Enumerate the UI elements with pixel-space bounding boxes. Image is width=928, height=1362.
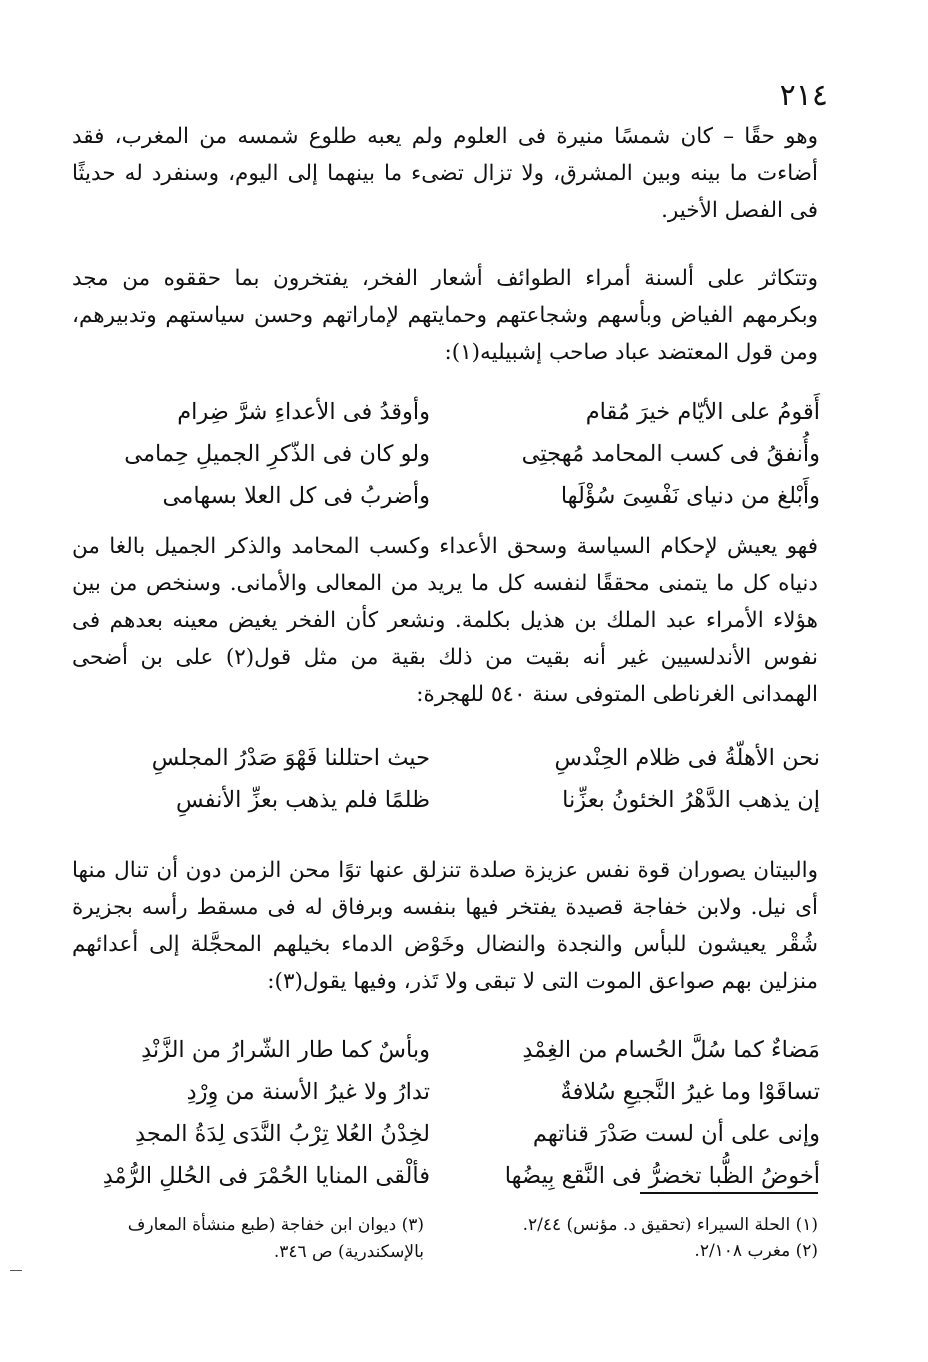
poem2-verse1-second-hemistich: حيث احتللنا فَهْوَ صَدْرُ المجلسِ <box>151 745 430 771</box>
footnote-separator <box>640 1192 818 1194</box>
poem1-verse3-second-hemistich: وأضربُ فى كل العلا بسهامى <box>162 483 430 509</box>
poem2-verse2-first-hemistich: إن يذهب الدَّهْرُ الخئونُ بعزِّنا <box>562 787 820 813</box>
paragraph-3: فهو يعيش لإحكام السياسة وسحق الأعداء وكسب المحامد والذكر الجميل بالغا من دنياه كل ما يتمنى محققًا لنفسه كل ما يريد من المعالى والأمانى. وسنخص من بين هؤلاء الأمراء عبد الملك بن هذيل بكلمة. ونشعر كأن الفخر يغيض معينه بعدهم فى نفوس الأندلسيين غير أنه بقيت من ذلك بقية من مثل قول(٢) على بن أضحى الهمدانى الغرناطى المتوفى سنة ٥٤٠ للهجرة: <box>72 534 819 707</box>
footnote-3: (٣) ديوان ابن خفاجة (طبع منشأة المعارف بالإسكندرية) ص ٣٤٦. <box>127 1215 424 1262</box>
poem3-verse4-first-hemistich: أخوضُ الظُّبا تخضرُّ فى النَّقع بِيضُها <box>504 1163 820 1189</box>
footnote-2: (٢) مغرب ٢/١٠٨. <box>694 1241 818 1261</box>
poem3-verse3-second-hemistich: لخِدْنُ العُلا تِرْبُ النَّدَى لِدَةُ المجدِ <box>135 1121 430 1147</box>
paragraph-1: وهو حقًا – كان شمسًا منيرة فى العلوم ولم يعبه طلوع شمسه من المغرب، فقد أضاءت ما بينه وبين المشرق، ولا تزال تضىء ما بينهما إلى اليوم، وسنفرد له حديثًا فى الفصل الأخير. <box>72 124 818 223</box>
paragraph-2: وتتكاثر على ألسنة أمراء الطوائف أشعار الفخر، يفتخرون بما حققوه من مجد وبكرمهم الفياض وبأسهم وشجاعتهم وحمايتهم لإماراتهم وحسن سياستهم وتدبيرهم، ومن قول المعتضد عباد صاحب إشبيليه(١): <box>72 266 818 365</box>
poem3-verse2-first-hemistich: تساقَوْا وما غيرُ النَّجيعِ سُلافةٌ <box>560 1079 820 1105</box>
footnote-1: (١) الحلة السيراء (تحقيق د. مؤنس) ٢/٤٤. <box>522 1215 818 1235</box>
poem3-verse2-second-hemistich: تدارُ ولا غيرُ الأسنة من وِرْدِ <box>186 1079 430 1105</box>
poem3-verse4-second-hemistich: فألْقى المنايا الحُمْرَ فى الحُللِ الرُّمْدِ <box>102 1163 430 1189</box>
margin-mark <box>10 1270 22 1271</box>
poem1-verse2-first-hemistich: وأُنفقُ فى كسب المحامد مُهجتِى <box>521 441 820 467</box>
poem3-verse1-first-hemistich: مَضاءٌ كما سُلَّ الحُسام من الغِمْدِ <box>522 1037 820 1063</box>
poem1-verse1-first-hemistich: أَقومُ على الأيّام خيرَ مُقام <box>585 399 820 425</box>
poem2-verse1-first-hemistich: نحن الأهلّةُ فى ظلام الحِنْدسِ <box>554 745 820 771</box>
poem3-verse3-first-hemistich: وإنى على أن لست صَدْرَ قناتهم <box>532 1121 820 1147</box>
poem1-verse3-first-hemistich: وأَبْلغ من دنياى نَفْسِىَ سُؤْلَها <box>560 483 820 509</box>
poem3-verse1-second-hemistich: وبأسٌ كما طار الشّرارُ من الزَّنْدِ <box>141 1037 430 1063</box>
poem1-verse1-second-hemistich: وأوقدُ فى الأعداءِ شرَّ ضِرام <box>177 399 430 425</box>
paragraph-4: والبيتان يصوران قوة نفس عزيزة صلدة تنزلق عنها توًا محن الزمن دون أن تنال منها أى نيل. ولابن خفاجة قصيدة يفتخر فيها بنفسه وبرفاق له فى مسقط رأسه بجزيرة شُقْر يعيشون للبأس والنجدة والنضال وخَوْض الدماء بخيلهم المحجَّلة إلى أعدائهم منزلين بهم صواعق الموت التى لا تبقى ولا تَذر، وفيها يقول(٣): <box>72 858 818 994</box>
poem2-verse2-second-hemistich: ظلمًا فلم يذهب بعزِّ الأنفسِ <box>176 787 430 813</box>
page-number: ٢١٤ <box>779 78 828 113</box>
poem1-verse2-second-hemistich: ولو كان فى الذّكرِ الجميلِ حِمامى <box>124 441 430 467</box>
